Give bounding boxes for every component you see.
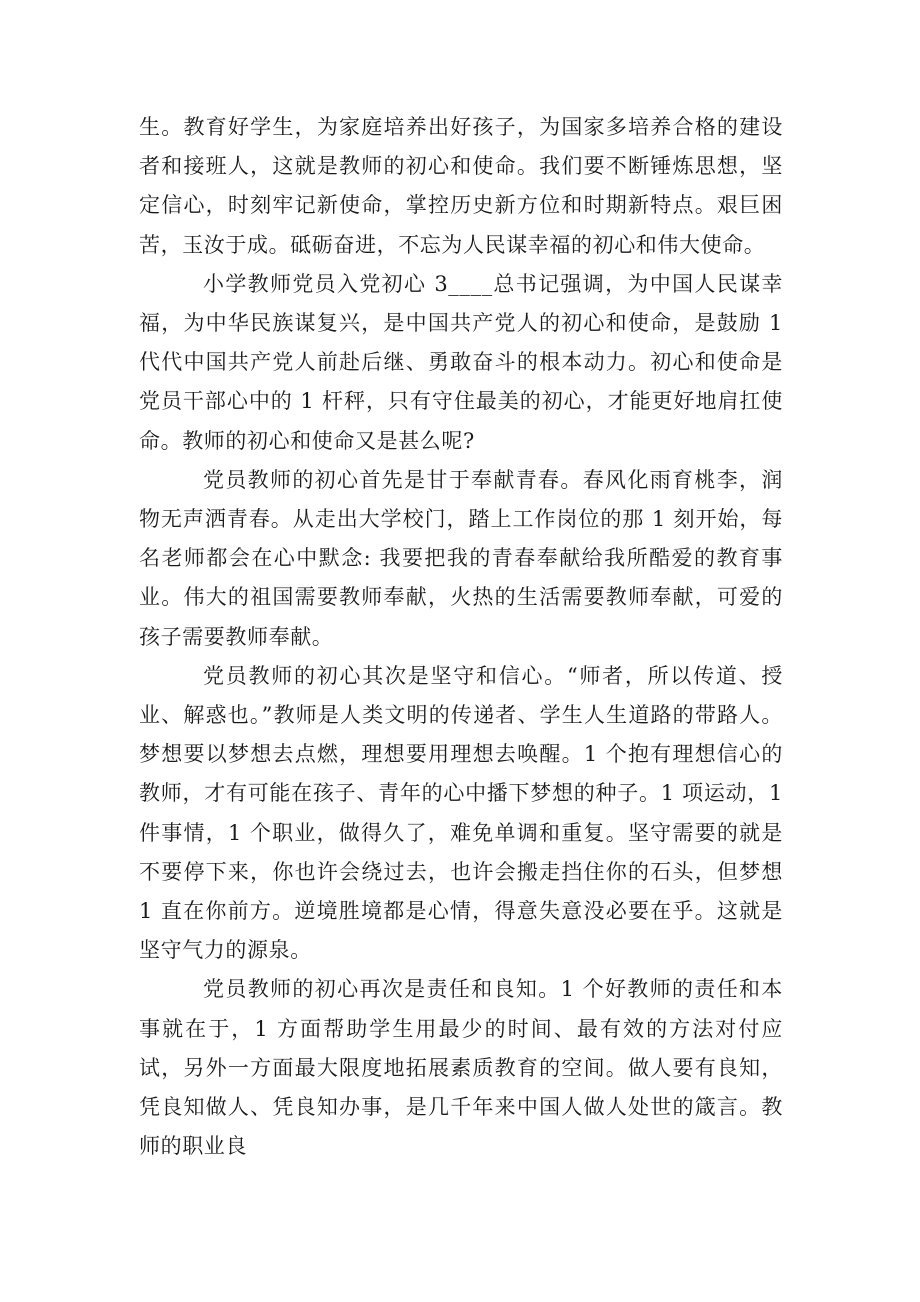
paragraph-1: 生。教育好学生，为家庭培养出好孩子，为国家多培养合格的建设者和接班人，这就是教师的初心和使命。我们要不断锤炼思想，坚定信心，时刻牢记新使命，掌控历史新方位和时期新特点。艰巨困苦，玉汝于成。砥砺奋进，不忘为人民谋幸福的初心和伟大使命。 [139, 115, 783, 257]
paragraph-4: 党员教师的初心其次是坚守和信心。“师者，所以传道、授业、解惑也。”教师是人类文明的传递者、学生人生道路的带路人。梦想要以梦想去点燃，理想要用理想去唤醒。1 个抱有理想信心的教师，才有可能在孩子、青年的心中播下梦想的种子。1 项运动，1 件事情，1 个职业，做得久了，难免单调和重复。坚守需要的就是不要停下来，你也许会绕过去，也许会搬走挡住你的石头，但梦想 1 直在你前方。逆境胜境都是心情，得意失意没必要在乎。这就是坚守气力的源泉。 [139, 663, 783, 963]
paragraph-5: 党员教师的初心再次是责任和良知。1 个好教师的责任和本事就在于，1 方面帮助学生用最少的时间、最有效的方法对付应试，另外一方面最大限度地拓展素质教育的空间。做人要有良知，凭良知做人、凭良知办事，是几千年来中国人做人处世的箴言。教师的职业良 [139, 977, 783, 1159]
document-body [139, 108, 783, 1166]
paragraph-3: 党员教师的初心首先是甘于奉献青春。春风化雨育桃李，润物无声洒青春。从走出大学校门，踏上工作岗位的那 1 刻开始，每名老师都会在心中默念: 我要把我的青春奉献给我所酷爱的教育事业。伟大的祖国需要教师奉献，火热的生活需要教师奉献，可爱的孩子需要教师奉献。 [139, 467, 783, 649]
paragraph-2: 小学教师党员入党初心 3____总书记强调，为中国人民谋幸福，为中华民族谋复兴，是中国共产党人的初心和使命，是鼓励 1 代代中国共产党人前赴后继、勇敢奋斗的根本动力。初心和使命是党员干部心中的 1 杆秤，只有守住最美的初心，才能更好地肩扛使命。教师的初心和使命又是甚么呢? [139, 271, 783, 453]
